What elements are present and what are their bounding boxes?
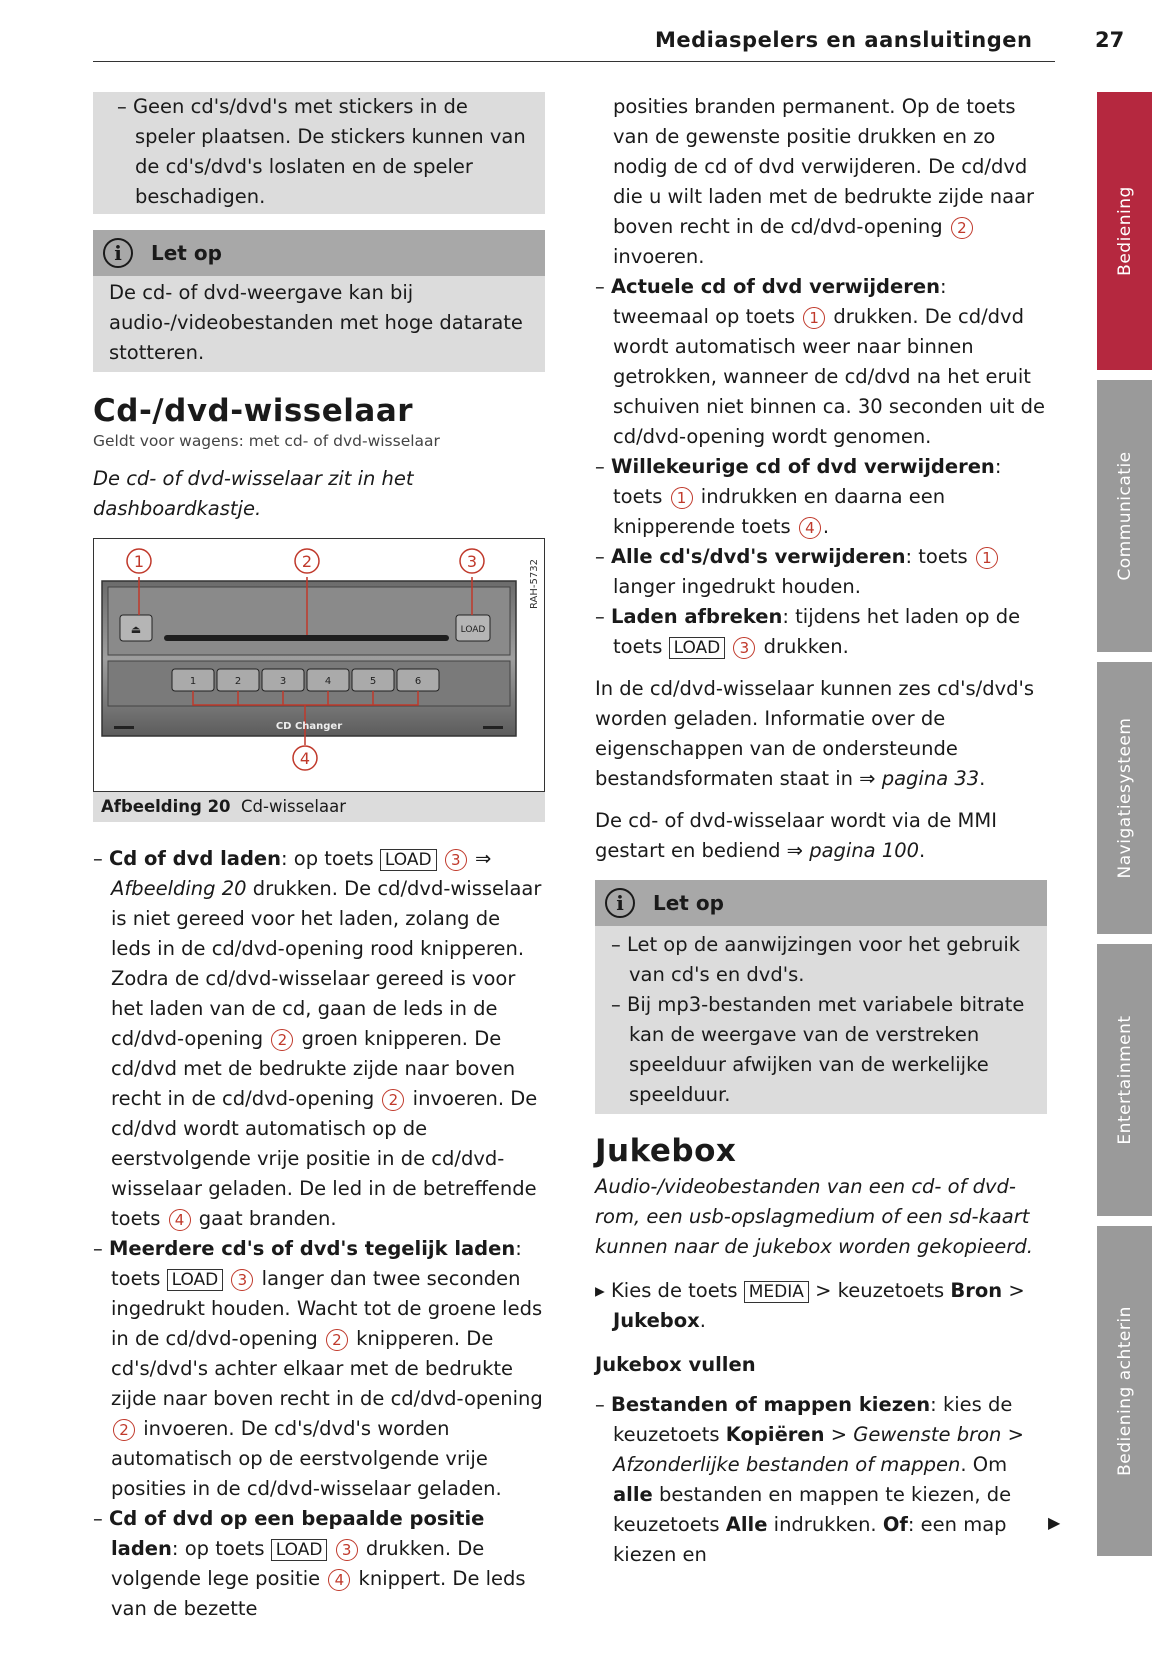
ref-arrow: ⇒: [468, 847, 492, 870]
item-text: drukken.: [757, 635, 849, 658]
page-ref-100[interactable]: ⇒ pagina 100: [786, 839, 920, 862]
section-intro: De cd- of dvd-wisselaar zit in het dashboardkastje.: [93, 467, 414, 520]
menu-jukebox: Jukebox: [613, 1309, 700, 1332]
caption-number: Afbeelding 20: [101, 797, 231, 816]
item-text: posities branden permanent. Op de toets van de gewenste positie drukken en zo nodig de cd of dvd verwijderen. De cd/dvd die u wilt laden met de bedrukte zijde naar boven recht in de cd/dvd-opening: [613, 95, 1035, 238]
item-text: indrukken en daarna een knipperende toets: [613, 485, 946, 538]
callout-ref: 3: [733, 637, 755, 659]
side-tab-bediening[interactable]: [1097, 92, 1152, 370]
page-ref-33[interactable]: ⇒ pagina 33: [859, 767, 980, 790]
side-tab-navigatiesysteem[interactable]: [1097, 662, 1152, 934]
section-title-jukebox: Jukebox: [595, 1133, 737, 1169]
figure-ref[interactable]: Afbeelding 20: [111, 877, 247, 900]
item-title: Alle cd's/dvd's verwijderen: [610, 545, 906, 568]
cd-changer-illustration: [94, 539, 543, 790]
side-tab-label: Communicatie: [1114, 451, 1135, 581]
figure-cd-changer: [93, 538, 545, 792]
slot-button-1: 1: [189, 676, 197, 687]
item-text: >: [1002, 1279, 1025, 1302]
side-tab-label: Bediening achterin: [1114, 1306, 1135, 1476]
menu-gewenste-bron: Gewenste bron: [853, 1423, 1002, 1446]
slot-button-3: 3: [279, 676, 287, 687]
callout-ref: 4: [799, 517, 821, 539]
item-text: drukken. De cd/dvd wordt automatisch weer naar binnen getrokken, wanneer de cd/dvd na het eruit schuiven niet binnen ca. 30 seconden uit de cd/dvd-opening wordt genomen.: [613, 305, 1045, 448]
right-column: [595, 92, 1047, 1570]
item-text: : een map kiezen en: [613, 1513, 1007, 1566]
item-text: : toets: [111, 1237, 522, 1290]
note-text: De cd- of dvd-weergave kan bij audio-/videobestanden met hoge datarate stotteren.: [109, 281, 523, 364]
item-title: Cd of dvd op een bepaalde positie laden: [108, 1507, 485, 1560]
item-text: : tweemaal op toets: [613, 275, 947, 328]
item-text: langer dan twee seconden ingedrukt houden. Wacht tot de groene leds in de cd/dvd-opening: [111, 1267, 543, 1350]
item-text: .: [919, 839, 926, 862]
paragraph: [595, 674, 1047, 794]
emph-of: Of: [882, 1513, 908, 1536]
item-text: Kies de toets: [611, 1279, 744, 1302]
note-header: [595, 880, 1047, 926]
item-text: . Om: [960, 1453, 1008, 1476]
item-text: >: [1001, 1423, 1024, 1446]
left-column: [93, 92, 545, 1624]
slot-button-4: 4: [324, 676, 332, 687]
callout-ref: 4: [169, 1209, 191, 1231]
list-item: – Laden afbreken: tijdens het laden op de toets LOAD 3 drukken.: [595, 605, 1021, 658]
slot-button-2: 2: [234, 676, 242, 687]
callout-ref: 2: [326, 1329, 348, 1351]
item-text: : tijdens het laden op de toets: [613, 605, 1021, 658]
figure-caption: [93, 792, 545, 822]
item-text: indrukken.: [767, 1513, 883, 1536]
callout-1: 1: [133, 552, 145, 571]
instruction-list: [93, 844, 545, 1624]
menu-bron: Bron: [950, 1279, 1003, 1302]
section-title-cd-dvd-wisselaar: Cd-/dvd-wisselaar: [93, 393, 414, 429]
callout-ref: 3: [231, 1269, 253, 1291]
subheading-jukebox-vullen: Jukebox vullen: [595, 1353, 756, 1376]
cd-changer-label: CD Changer: [275, 721, 343, 732]
item-title: Meerdere cd's of dvd's tegelijk laden: [108, 1237, 516, 1260]
section-intro: Audio-/videobestanden van een cd- of dvd-rom, een usb-opslagmedium of een sd-kaart kunnen naar de jukebox worden gekopieerd.: [595, 1175, 1033, 1258]
side-tab-label: Entertainment: [1114, 1015, 1135, 1145]
applies-note: Geldt voor wagens: met cd- of dvd-wisselaar: [93, 432, 440, 450]
item-text: : op toets: [171, 1537, 271, 1560]
item-text: .: [699, 1309, 706, 1332]
item-text: invoeren.: [613, 245, 705, 268]
note-item: – Let op de aanwijzingen voor het gebruik van cd's en dvd's.: [611, 933, 1021, 986]
list-item: – Cd of dvd laden: op toets LOAD 3 ⇒ Afbeelding 20 drukken. De cd/dvd-wisselaar is niet gereed voor het laden, zolang de leds in de cd/dvd-opening rood knipperen. Zodra de cd/dvd-wisselaar gereed is voor het laden van de cd, gaan de leds in de cd/dvd-opening 2 groen knipperen. De cd/dvd met de bedrukte zijde naar boven recht in de cd/dvd-opening 2 invoeren. De cd/dvd wordt automatisch op de eerstvolgende vrije positie in de cd/dvd-wisselaar geladen. De led in de betreffende toets 4 gaat branden.: [93, 847, 542, 1230]
item-text: drukken. De cd/dvd-wisselaar is niet gereed voor het laden, zolang de leds in de cd/dvd-opening rood knipperen. Zodra de cd/dvd-wisselaar gereed is voor het laden van de cd, gaan de leds in de cd/dvd-opening: [111, 877, 542, 1050]
note-body: [595, 926, 1047, 1114]
callout-ref: 3: [336, 1539, 358, 1561]
emph-alle: alle: [613, 1483, 653, 1506]
item-text: De cd- of dvd-wisselaar wordt via de MMI gestart en bediend: [595, 809, 997, 862]
list-item: – Willekeurige cd of dvd verwijderen: toets 1 indrukken en daarna een knipperende toets 4 .: [595, 455, 1002, 538]
callout-2: 2: [301, 552, 313, 571]
item-text: > keuzetoets: [808, 1279, 951, 1302]
item-text: .: [979, 767, 986, 790]
load-key: LOAD: [669, 637, 726, 659]
note-item: – Bij mp3-bestanden met variabele bitrate kan de weergave van de verstreken speelduur afwijken van de werkelijke speelduur.: [611, 993, 1025, 1106]
menu-afzonderlijke: Afzonderlijke bestanden of mappen: [613, 1453, 961, 1476]
item-text: bestanden en mappen te kiezen, de keuzetoets: [613, 1483, 1012, 1536]
paragraph: [595, 806, 1047, 866]
side-tab-entertainment[interactable]: [1097, 944, 1152, 1216]
callout-ref: 4: [328, 1569, 350, 1591]
info-icon: i: [103, 238, 133, 268]
item-title: Cd of dvd laden: [108, 847, 282, 870]
warning-box: [93, 92, 545, 214]
page-header-title: Mediaspelers en aansluitingen: [655, 28, 1033, 52]
note-header: [93, 230, 545, 276]
item-text: groen knipperen. De cd/dvd met de bedrukte zijde naar boven recht in de cd/dvd-opening: [111, 1027, 516, 1110]
list-item: – Bestanden of mappen kiezen: kies de keuzetoets Kopiëren > Gewenste bron > Afzonderlijke bestanden of mappen. Om alle bestanden en mappen te kiezen, de keuzetoets Alle indrukken. Of: een map kiezen en: [595, 1393, 1024, 1566]
item-text: >: [824, 1423, 854, 1446]
callout-3: 3: [466, 552, 478, 571]
item-text: gaat branden.: [192, 1207, 337, 1230]
item-text: invoeren. De cd/dvd wordt automatisch op de eerstvolgende vrije positie in de cd/dvd-wisselaar geladen. De led in de betreffende toets: [111, 1087, 538, 1230]
menu-alle: Alle: [725, 1513, 768, 1536]
page-number: 27: [1095, 28, 1125, 52]
item-text: : toets: [905, 545, 974, 568]
note-label: Let op: [151, 241, 222, 265]
load-key: LOAD: [380, 849, 437, 871]
note-label: Let op: [653, 891, 724, 915]
side-tab-bediening-achterin[interactable]: [1097, 1226, 1152, 1556]
figure-code: RAH-5732: [529, 559, 540, 609]
side-tab-communicatie[interactable]: [1097, 380, 1152, 652]
callout-ref: 2: [271, 1029, 293, 1051]
callout-ref: 2: [951, 217, 973, 239]
list-item: – Actuele cd of dvd verwijderen: tweemaal op toets 1 drukken. De cd/dvd wordt automatisch weer naar binnen getrokken, wanneer de cd/dvd na het eruit schuiven niet binnen ca. 30 seconden uit de cd/dvd-opening wordt genomen.: [595, 275, 1045, 448]
note-box: [93, 230, 545, 372]
item-text: knippert. De leds van de bezette: [111, 1567, 526, 1620]
item-title: Willekeurige cd of dvd verwijderen: [610, 455, 995, 478]
callout-ref: 2: [113, 1419, 135, 1441]
continued-text: [595, 92, 1047, 272]
item-title: Bestanden of mappen kiezen: [610, 1393, 931, 1416]
load-key: LOAD: [167, 1269, 224, 1291]
step-bullet-icon: ▸: [595, 1279, 605, 1302]
load-key: LOAD: [271, 1539, 328, 1561]
item-text: : kies de keuzetoets: [613, 1393, 1013, 1446]
slot-button-5: 5: [369, 676, 377, 687]
info-icon: i: [605, 888, 635, 918]
load-button-label: LOAD: [460, 625, 486, 635]
callout-ref: 2: [382, 1089, 404, 1111]
list-item: – Alle cd's/dvd's verwijderen: toets 1 langer ingedrukt houden.: [595, 542, 1047, 602]
item-text: invoeren. De cd's/dvd's worden automatisch op de eerstvolgende vrije posities in de cd/dvd-wisselaar geladen.: [111, 1417, 502, 1500]
item-text: .: [822, 515, 830, 538]
callout-ref: 1: [976, 547, 998, 569]
next-page-arrow-icon[interactable]: ▶: [1048, 1513, 1061, 1532]
item-title: Actuele cd of dvd verwijderen: [610, 275, 940, 298]
item-text: langer ingedrukt houden.: [613, 575, 861, 598]
side-tab-label: Navigatiesysteem: [1114, 717, 1135, 879]
item-text: knipperen. De cd's/dvd's achter elkaar met de bedrukte zijde naar boven recht in de cd/dvd-opening: [111, 1327, 543, 1410]
item-title: Laden afbreken: [610, 605, 783, 628]
callout-ref: 1: [671, 487, 693, 509]
note-body: [93, 276, 545, 372]
list-item: – Meerdere cd's of dvd's tegelijk laden: toets LOAD 3 langer dan twee seconden ingedrukt houden. Wacht tot de groene leds in de cd/dvd-opening 2 knipperen. De cd's/dvd's achter elkaar met de bedrukte zijde naar boven recht in de cd/dvd-opening 2 invoeren. De cd's/dvd's worden automatisch op de eerstvolgende vrije posities in de cd/dvd-wisselaar geladen.: [93, 1237, 543, 1500]
media-key: MEDIA: [744, 1281, 809, 1303]
eject-icon: ⏏: [130, 623, 142, 636]
item-text: drukken. De volgende lege positie: [111, 1537, 485, 1590]
item-text: In de cd/dvd-wisselaar kunnen zes cd's/dvd's worden geladen. Informatie over de eigenschappen van de ondersteunde bestandsformaten staat in: [595, 677, 1035, 790]
callout-4: 4: [299, 749, 311, 768]
step-item: [595, 1276, 1047, 1336]
slot-button-6: 6: [414, 676, 422, 687]
item-text: : op toets: [281, 847, 380, 870]
side-tab-label: Bediening: [1114, 186, 1135, 276]
note-box: [595, 880, 1047, 1114]
warning-text: – Geen cd's/dvd's met stickers in de speler plaatsen. De stickers kunnen van de cd's/dvd's loslaten en de speler beschadigen.: [117, 95, 526, 208]
item-text: : toets: [613, 455, 1002, 508]
list-item: – Cd of dvd op een bepaalde positie laden: op toets LOAD 3 drukken. De volgende lege positie 4 knippert. De leds van de bezette: [93, 1507, 526, 1620]
caption-text: Cd-wisselaar: [241, 797, 346, 816]
header-rule: [93, 61, 1055, 62]
callout-ref: 3: [445, 849, 467, 871]
menu-kopieren: Kopiëren: [725, 1423, 825, 1446]
callout-ref: 1: [803, 307, 825, 329]
